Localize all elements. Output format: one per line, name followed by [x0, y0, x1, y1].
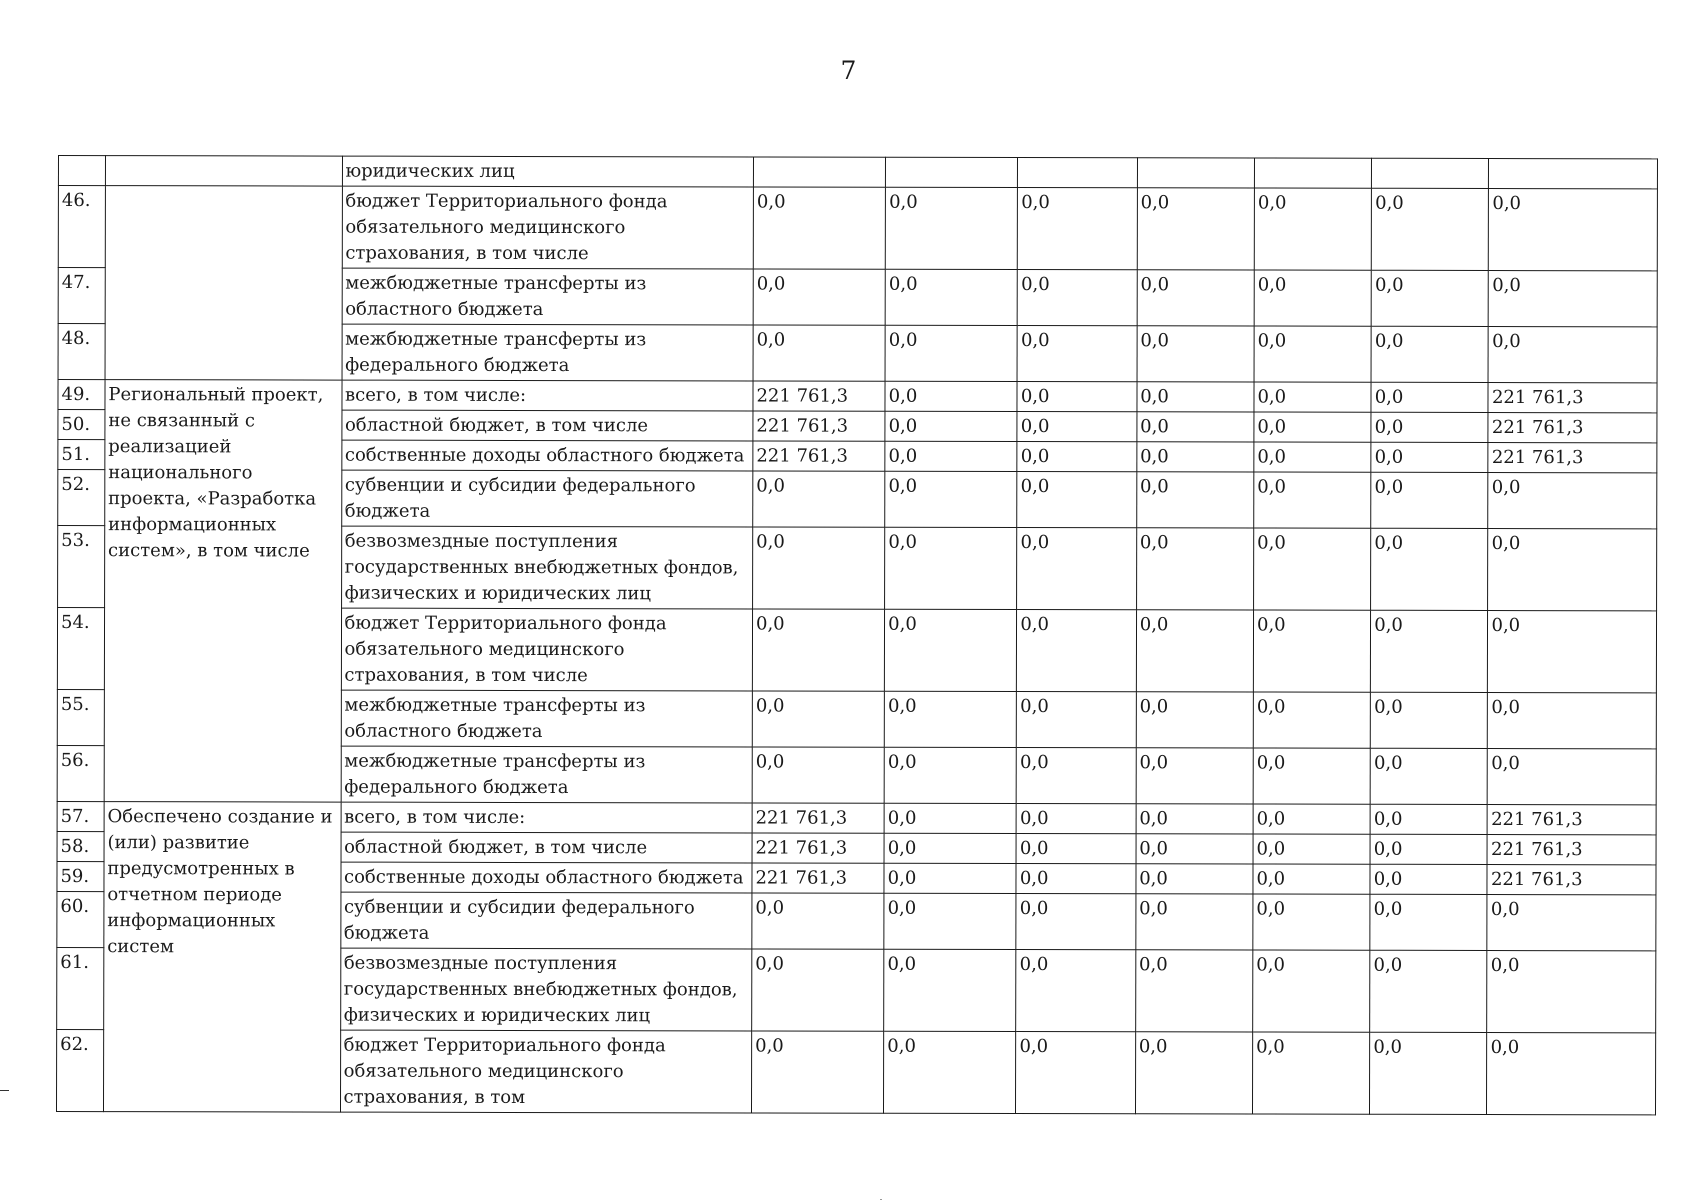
value-cell: 0,0 — [1137, 326, 1254, 382]
scan-edge-mark — [0, 1090, 9, 1091]
value-cell: 0,0 — [752, 893, 884, 949]
value-cell: 221 761,3 — [1488, 804, 1657, 834]
value-cell: 0,0 — [1136, 804, 1253, 834]
value-cell: 0,0 — [753, 325, 885, 381]
value-cell: 0,0 — [1254, 326, 1371, 382]
value-cell: 221 761,3 — [1488, 834, 1657, 864]
budget-table-body — [56, 156, 1657, 1115]
funding-source-cell: областной бюджет, в том числе — [341, 410, 753, 441]
value-cell: 0,0 — [1017, 270, 1137, 326]
value-cell: 0,0 — [885, 381, 1017, 411]
value-cell: 0,0 — [1136, 834, 1253, 864]
funding-source-cell: всего, в том числе: — [341, 802, 753, 833]
value-cell: 0,0 — [1252, 1032, 1369, 1114]
value-cell: 0,0 — [1136, 894, 1253, 950]
value-cell: 0,0 — [1016, 804, 1135, 834]
value-cell — [1489, 158, 1658, 188]
value-cell: 0,0 — [1136, 610, 1253, 692]
value-cell: 221 761,3 — [1488, 412, 1657, 442]
value-cell — [753, 157, 885, 187]
table-wrapper — [56, 155, 1658, 1115]
row-number-cell — [58, 156, 105, 186]
page-number: 7 — [840, 56, 857, 85]
value-cell: 0,0 — [1371, 610, 1488, 692]
value-cell: 0,0 — [1370, 692, 1487, 748]
value-cell: 0,0 — [1136, 864, 1253, 894]
value-cell — [1137, 158, 1254, 188]
value-cell: 0,0 — [1254, 188, 1371, 270]
funding-source-cell: межбюджетные трансферты из федерального бюджета — [341, 746, 753, 803]
row-number-cell: 56. — [57, 745, 104, 801]
value-cell: 0,0 — [1253, 610, 1370, 692]
value-cell: 221 761,3 — [753, 441, 885, 471]
value-cell: 0,0 — [752, 949, 884, 1031]
row-number-cell: 62. — [56, 1029, 103, 1111]
value-cell: 221 761,3 — [752, 833, 884, 863]
value-cell: 0,0 — [885, 325, 1017, 381]
value-cell: 0,0 — [885, 471, 1017, 527]
project-name-cell — [105, 186, 342, 380]
value-cell — [1254, 158, 1371, 188]
value-cell: 0,0 — [752, 691, 884, 747]
value-cell: 0,0 — [1253, 692, 1370, 748]
value-cell: 0,0 — [1488, 472, 1657, 528]
value-cell: 0,0 — [1137, 270, 1254, 326]
value-cell: 0,0 — [1370, 1032, 1487, 1114]
table-row — [58, 156, 1657, 189]
value-cell — [1372, 158, 1489, 188]
row-number-cell: 47. — [58, 268, 105, 324]
project-name-cell: Обеспечено создание и (или) развитие предусмотренных в отчетном периоде информационных систем — [103, 802, 340, 1112]
value-cell: 0,0 — [753, 187, 885, 269]
value-cell: 0,0 — [884, 863, 1016, 893]
value-cell: 221 761,3 — [1488, 382, 1657, 412]
value-cell: 0,0 — [1489, 188, 1658, 270]
value-cell: 0,0 — [1371, 382, 1488, 412]
value-cell: 0,0 — [1488, 748, 1657, 804]
value-cell: 0,0 — [1136, 748, 1253, 804]
funding-source-cell: юридических лиц — [342, 156, 754, 187]
value-cell: 0,0 — [1017, 382, 1136, 412]
value-cell: 0,0 — [1135, 950, 1252, 1032]
value-cell: 0,0 — [884, 1031, 1016, 1113]
value-cell: 0,0 — [752, 747, 884, 803]
value-cell: 221 761,3 — [752, 863, 884, 893]
funding-source-cell: субвенции и субсидии федерального бюджета — [340, 892, 752, 949]
value-cell: 0,0 — [1016, 1032, 1136, 1114]
value-cell: 0,0 — [1017, 412, 1136, 442]
value-cell: 0,0 — [1254, 382, 1371, 412]
value-cell: 221 761,3 — [752, 803, 884, 833]
value-cell — [1018, 158, 1137, 188]
table-row — [57, 801, 1656, 834]
value-cell: 0,0 — [1137, 442, 1254, 472]
funding-source-cell: межбюджетные трансферты из областного бюджета — [342, 268, 754, 325]
value-cell: 0,0 — [1488, 528, 1657, 610]
project-name-cell: Региональный проект, не связанный с реализацией национального проекта, «Разработка информационных систем», в том числе — [104, 380, 342, 802]
value-cell: 0,0 — [1135, 1032, 1252, 1114]
value-cell: 0,0 — [1371, 270, 1488, 326]
value-cell: 0,0 — [751, 1031, 883, 1113]
value-cell: 0,0 — [1254, 442, 1371, 472]
funding-source-cell: бюджет Территориального фонда обязательного медицинского страхования, в том числе — [341, 608, 753, 691]
value-cell: 0,0 — [1016, 834, 1135, 864]
value-cell: 0,0 — [1136, 692, 1253, 748]
row-number-cell: 61. — [57, 947, 104, 1029]
value-cell: 0,0 — [1017, 442, 1136, 472]
value-cell: 0,0 — [884, 949, 1016, 1031]
value-cell: 0,0 — [1136, 472, 1253, 528]
value-cell: 0,0 — [1016, 894, 1136, 950]
funding-source-cell: безвозмездные поступления государственных внебюджетных фондов, физических и юридических лиц — [340, 948, 752, 1031]
funding-source-cell: собственные доходы областного бюджета — [340, 862, 752, 893]
value-cell: 0,0 — [1254, 472, 1371, 528]
row-number-cell: 52. — [58, 470, 105, 526]
project-cell — [105, 156, 342, 186]
value-cell: 0,0 — [1253, 804, 1370, 834]
value-cell: 0,0 — [1254, 528, 1371, 610]
row-number-cell: 57. — [57, 801, 104, 831]
value-cell: 0,0 — [1489, 270, 1658, 326]
value-cell: 0,0 — [1370, 748, 1487, 804]
value-cell: 0,0 — [1488, 692, 1657, 748]
value-cell: 0,0 — [1371, 188, 1488, 270]
value-cell: 0,0 — [1254, 412, 1371, 442]
value-cell: 0,0 — [1487, 1032, 1656, 1114]
row-number-cell: 58. — [57, 831, 104, 861]
value-cell: 0,0 — [752, 609, 884, 691]
value-cell: 0,0 — [1253, 748, 1370, 804]
value-cell: 0,0 — [1370, 834, 1487, 864]
value-cell: 221 761,3 — [753, 381, 885, 411]
value-cell: 0,0 — [1017, 610, 1137, 692]
value-cell: 0,0 — [885, 187, 1017, 269]
value-cell: 0,0 — [1253, 864, 1370, 894]
value-cell: 0,0 — [884, 747, 1016, 803]
row-number-cell: 50. — [58, 410, 105, 440]
value-cell: 0,0 — [1370, 894, 1487, 950]
value-cell: 0,0 — [885, 527, 1017, 609]
value-cell: 0,0 — [1017, 326, 1137, 382]
value-cell: 0,0 — [1487, 950, 1656, 1032]
value-cell: 0,0 — [1371, 442, 1488, 472]
funding-source-cell: субвенции и субсидии федерального бюджета — [341, 470, 753, 527]
value-cell: 0,0 — [753, 527, 885, 609]
value-cell: 0,0 — [1253, 834, 1370, 864]
value-cell: 0,0 — [1370, 950, 1487, 1032]
value-cell: 0,0 — [1370, 864, 1487, 894]
value-cell: 0,0 — [1489, 326, 1658, 382]
funding-source-cell: бюджет Территориального фонда обязательного медицинского страхования, в том числе — [342, 186, 754, 269]
value-cell: 0,0 — [1016, 950, 1136, 1032]
value-cell: 0,0 — [1017, 692, 1137, 748]
value-cell: 221 761,3 — [753, 411, 885, 441]
value-cell: 0,0 — [1136, 528, 1253, 610]
value-cell: 0,0 — [884, 893, 1016, 949]
row-number-cell: 48. — [58, 324, 105, 380]
value-cell — [886, 157, 1018, 187]
value-cell: 0,0 — [884, 691, 1016, 747]
value-cell: 0,0 — [753, 471, 885, 527]
value-cell: 0,0 — [1016, 864, 1135, 894]
value-cell: 0,0 — [1371, 528, 1488, 610]
funding-source-cell: собственные доходы областного бюджета — [341, 440, 753, 471]
row-number-cell: 54. — [57, 608, 104, 690]
funding-source-cell: бюджет Территориального фонда обязательного медицинского страхования, в том — [340, 1030, 752, 1113]
value-cell: 0,0 — [1137, 188, 1254, 270]
value-cell: 0,0 — [1017, 528, 1137, 610]
funding-source-cell: межбюджетные трансферты из федерального бюджета — [342, 324, 754, 381]
funding-source-cell: безвозмездные поступления государственных внебюджетных фондов, физических и юридических лиц — [341, 526, 753, 609]
value-cell: 221 761,3 — [1487, 864, 1656, 894]
value-cell: 0,0 — [1370, 804, 1487, 834]
value-cell: 0,0 — [753, 269, 885, 325]
value-cell: 0,0 — [1371, 472, 1488, 528]
value-cell: 0,0 — [885, 269, 1017, 325]
funding-source-cell: областной бюджет, в том числе — [341, 832, 753, 863]
value-cell: 0,0 — [1371, 326, 1488, 382]
value-cell: 221 761,3 — [1488, 442, 1657, 472]
value-cell: 0,0 — [885, 411, 1017, 441]
value-cell: 0,0 — [1487, 894, 1656, 950]
value-cell: 0,0 — [884, 833, 1016, 863]
value-cell: 0,0 — [1254, 270, 1371, 326]
value-cell: 0,0 — [884, 803, 1016, 833]
value-cell: 0,0 — [885, 441, 1017, 471]
value-cell: 0,0 — [1488, 610, 1657, 692]
value-cell: 0,0 — [1253, 950, 1370, 1032]
row-number-cell: 51. — [58, 440, 105, 470]
table-row — [58, 380, 1657, 413]
value-cell: 0,0 — [885, 609, 1017, 691]
funding-source-cell: межбюджетные трансферты из областного бюджета — [341, 690, 753, 747]
value-cell: 0,0 — [1137, 382, 1254, 412]
row-number-cell: 49. — [58, 380, 105, 410]
budget-table — [56, 155, 1658, 1115]
row-number-cell: 55. — [57, 689, 104, 745]
value-cell: 0,0 — [1371, 412, 1488, 442]
row-number-cell: 46. — [58, 186, 105, 268]
value-cell: 0,0 — [1253, 894, 1370, 950]
funding-source-cell: всего, в том числе: — [341, 380, 753, 411]
row-number-cell: 59. — [57, 861, 104, 891]
value-cell: 0,0 — [1018, 188, 1138, 270]
row-number-cell: 53. — [58, 526, 105, 608]
table-row — [58, 186, 1657, 271]
value-cell: 0,0 — [1017, 472, 1137, 528]
row-number-cell: 60. — [57, 891, 104, 947]
value-cell: 0,0 — [1137, 412, 1254, 442]
value-cell: 0,0 — [1016, 748, 1136, 804]
